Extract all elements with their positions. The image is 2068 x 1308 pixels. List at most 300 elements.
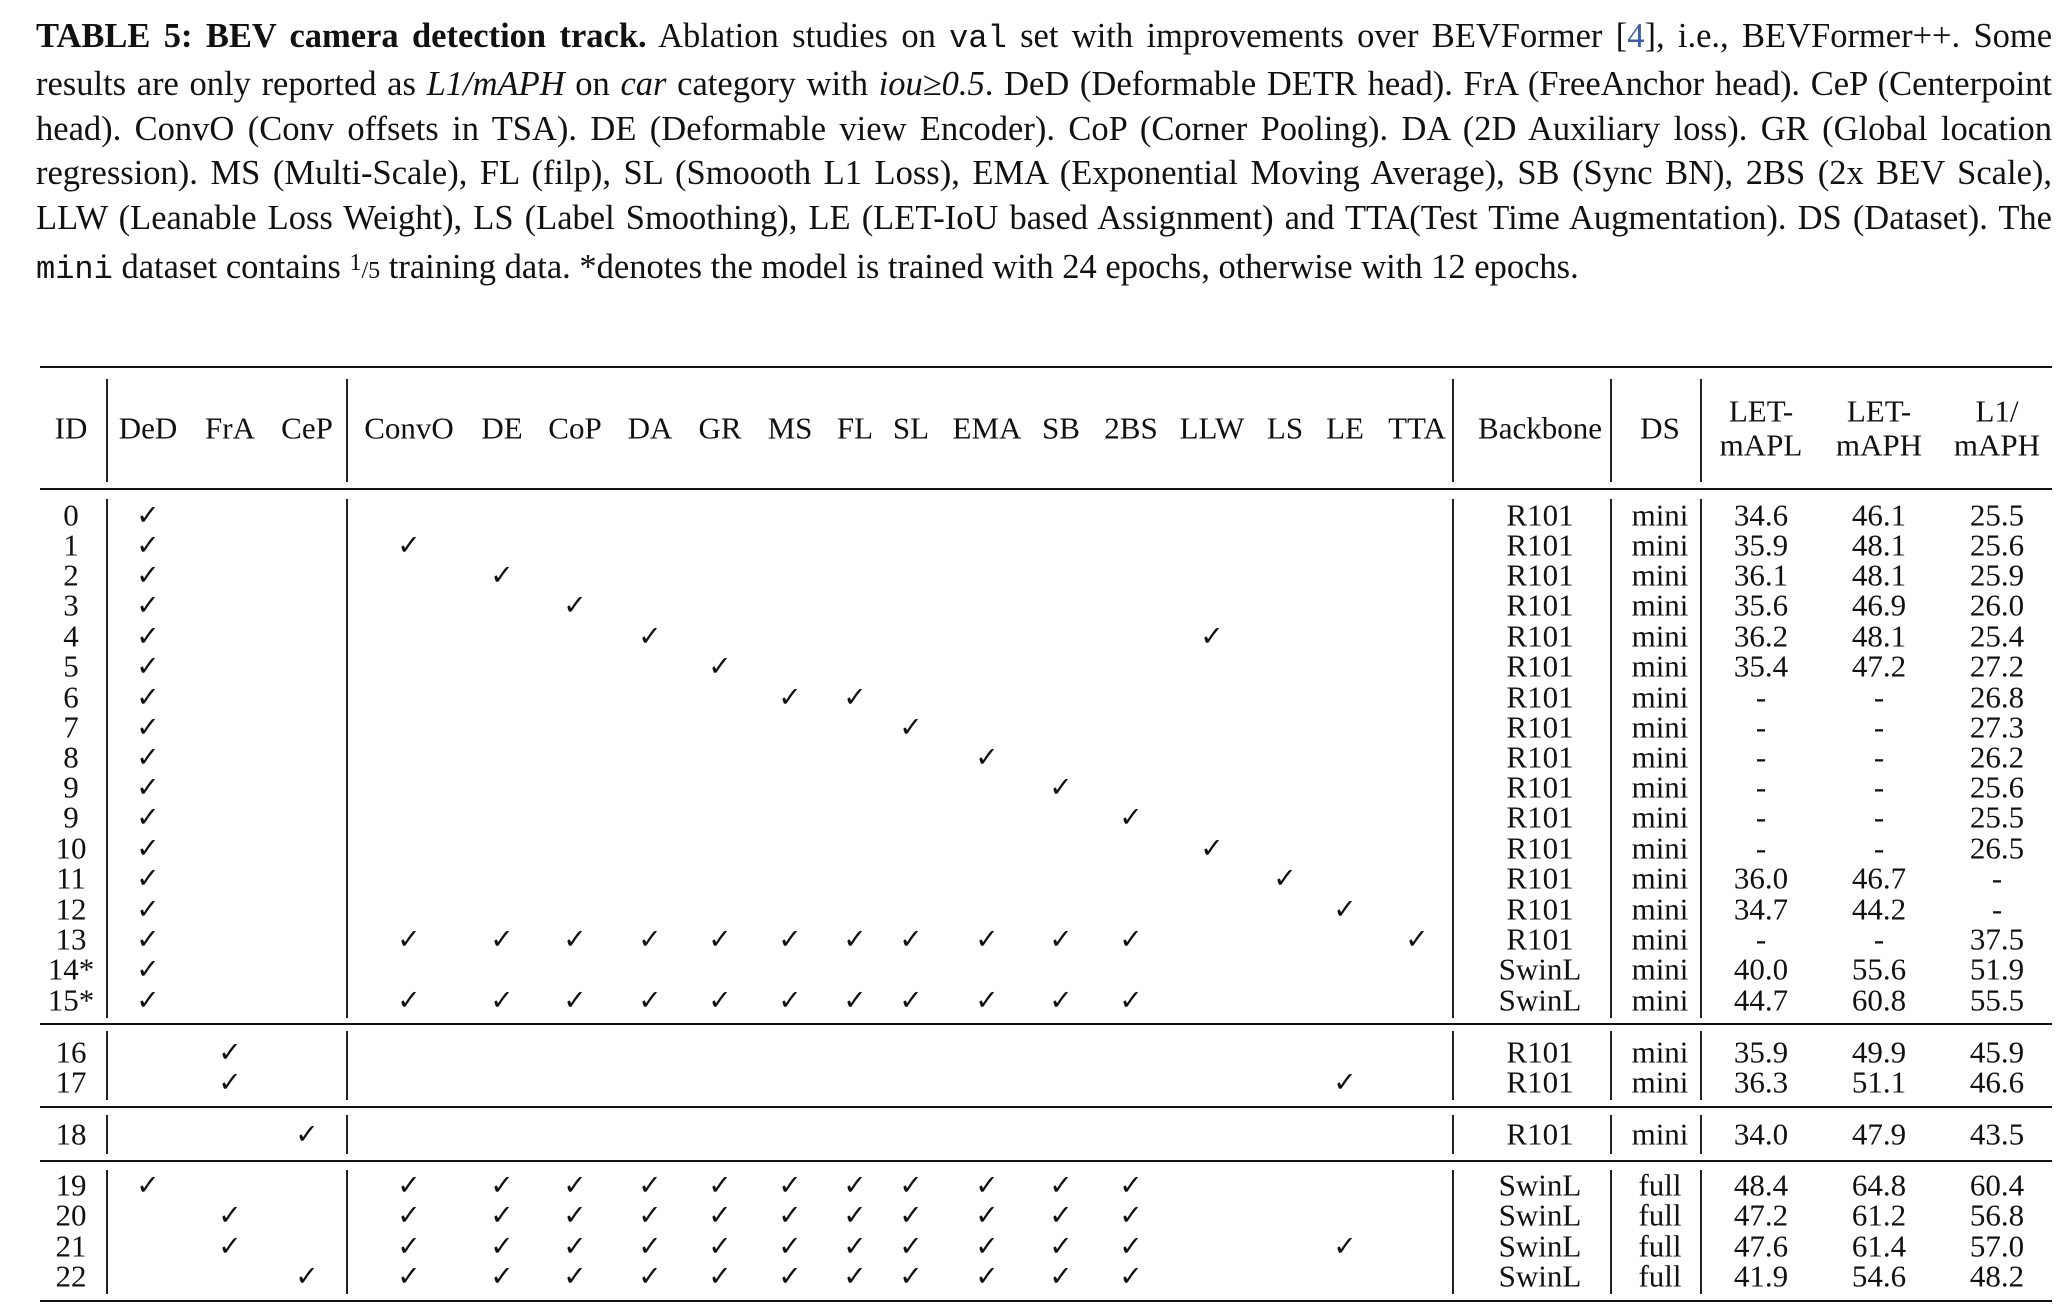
checkmark-icon: ✓ xyxy=(1049,983,1073,1017)
dataset-cell: mini xyxy=(1631,648,1689,684)
checkmark-icon: ✓ xyxy=(1049,1229,1073,1263)
checkmark-icon: ✓ xyxy=(397,528,421,562)
caption-text: . DeD (Deformable DETR head). FrA (FreeAnchor head). CeP (Centerpoint head). ConvO (Conv offsets in TSA). DE (Deformable view Encoder). CoP (Corner Pooling). DA (2D Auxiliary loss). GR (Global location regression). MS (Multi-Scale), FL (filp), SL (Smoooth L1 Loss), EMA (Exponential Moving Average), SB (Sync BN), 2BS (2x BEV Scale), LLW (Leanable Loss Weight), LS (Label Smoothing), LE (LET-IoU based Assignment) and TTA(Test Time Augmentation). DS (Dataset). The xyxy=(36,64,2053,238)
column-divider xyxy=(1452,379,1454,482)
let-mapl-cell: 44.7 xyxy=(1733,982,1789,1018)
checkmark-icon: ✓ xyxy=(638,1259,662,1293)
checkmark-icon: ✓ xyxy=(397,983,421,1017)
let-maph-cell: - xyxy=(1873,921,1885,957)
let-maph-cell: 64.8 xyxy=(1851,1167,1907,1203)
column-divider xyxy=(346,1170,348,1294)
column-header-ds: DS xyxy=(1640,410,1680,446)
let-maph-cell: - xyxy=(1873,709,1885,745)
l1-maph-cell: 60.4 xyxy=(1969,1167,2025,1203)
checkmark-icon: ✓ xyxy=(638,983,662,1017)
checkmark-icon: ✓ xyxy=(778,1168,802,1202)
let-maph-cell: - xyxy=(1873,769,1885,805)
checkmark-icon: ✓ xyxy=(218,1198,242,1232)
checkmark-icon: ✓ xyxy=(136,588,160,622)
row-id: 4 xyxy=(63,618,79,654)
backbone-cell: R101 xyxy=(1506,830,1574,866)
column-header-id: ID xyxy=(54,410,88,446)
column-divider xyxy=(106,499,108,1018)
column-divider xyxy=(1452,1115,1454,1154)
caption-text: set with improvements over BEVFormer [ xyxy=(1020,17,1628,55)
backbone-cell: R101 xyxy=(1506,1034,1574,1070)
checkmark-icon: ✓ xyxy=(136,619,160,653)
column-header-ls: LS xyxy=(1266,410,1304,446)
caption-code-val: val xyxy=(949,20,1007,57)
checkmark-icon: ✓ xyxy=(136,710,160,744)
l1-maph-cell: 26.2 xyxy=(1969,739,2025,775)
checkmark-icon: ✓ xyxy=(136,952,160,986)
checkmark-icon: ✓ xyxy=(490,1259,514,1293)
row-id: 15* xyxy=(47,982,95,1018)
dataset-cell: mini xyxy=(1631,1116,1689,1152)
row-id: 14* xyxy=(47,951,95,987)
row-id: 21 xyxy=(55,1228,87,1264)
backbone-cell: SwinL xyxy=(1498,982,1582,1018)
let-mapl-cell: 41.9 xyxy=(1733,1258,1789,1294)
l1-maph-cell: 25.9 xyxy=(1969,557,2025,593)
dataset-cell: mini xyxy=(1631,1034,1689,1070)
l1-maph-cell: 26.0 xyxy=(1969,587,2025,623)
l1-maph-cell: 27.3 xyxy=(1969,709,2025,745)
row-id: 0 xyxy=(63,497,79,533)
dataset-cell: mini xyxy=(1631,557,1689,593)
caption-metric: L1/mAPH xyxy=(426,64,565,103)
checkmark-icon: ✓ xyxy=(1333,892,1357,926)
let-mapl-cell: 47.2 xyxy=(1733,1197,1789,1233)
l1-maph-cell: - xyxy=(1991,891,2003,927)
let-maph-cell: - xyxy=(1873,739,1885,775)
checkmark-icon: ✓ xyxy=(136,983,160,1017)
l1-maph-cell: 37.5 xyxy=(1969,921,2025,957)
backbone-cell: R101 xyxy=(1506,709,1574,745)
checkmark-icon: ✓ xyxy=(490,1229,514,1263)
checkmark-icon: ✓ xyxy=(490,922,514,956)
checkmark-icon: ✓ xyxy=(1333,1065,1357,1099)
caption-text: on xyxy=(575,64,610,103)
column-header-tta: TTA xyxy=(1388,410,1446,446)
l1-maph-cell: 25.4 xyxy=(1969,618,2025,654)
let-maph-cell: 51.1 xyxy=(1851,1064,1907,1100)
checkmark-icon: ✓ xyxy=(1333,1229,1357,1263)
checkmark-icon: ✓ xyxy=(563,1259,587,1293)
column-divider xyxy=(1700,1115,1702,1154)
checkmark-icon: ✓ xyxy=(295,1259,319,1293)
backbone-cell: R101 xyxy=(1506,648,1574,684)
fraction-denominator: 5 xyxy=(368,257,381,284)
table-rule xyxy=(40,1300,2052,1302)
l1-maph-cell: 26.5 xyxy=(1969,830,2025,866)
column-divider xyxy=(1700,379,1702,482)
l1-maph-cell: - xyxy=(1991,860,2003,896)
caption-iou: iou≥0.5 xyxy=(878,64,985,103)
column-header-convo: ConvO xyxy=(364,410,454,446)
let-maph-cell: 46.9 xyxy=(1851,587,1907,623)
backbone-cell: R101 xyxy=(1506,769,1574,805)
caption-title: BEV camera detection track. xyxy=(205,17,647,55)
checkmark-icon: ✓ xyxy=(638,619,662,653)
dataset-cell: mini xyxy=(1631,891,1689,927)
row-id: 16 xyxy=(55,1034,87,1070)
checkmark-icon: ✓ xyxy=(843,1168,867,1202)
checkmark-icon: ✓ xyxy=(295,1117,319,1151)
column-header-backbone: Backbone xyxy=(1478,410,1602,446)
backbone-cell: R101 xyxy=(1506,860,1574,896)
backbone-cell: R101 xyxy=(1506,1116,1574,1152)
column-divider xyxy=(346,1115,348,1154)
caption-category: car xyxy=(620,64,667,103)
backbone-cell: R101 xyxy=(1506,527,1574,563)
checkmark-icon: ✓ xyxy=(638,1198,662,1232)
let-maph-cell: 48.1 xyxy=(1851,527,1907,563)
checkmark-icon: ✓ xyxy=(1405,922,1429,956)
row-id: 1 xyxy=(63,527,79,563)
checkmark-icon: ✓ xyxy=(638,1168,662,1202)
checkmark-icon: ✓ xyxy=(899,710,923,744)
column-divider xyxy=(1700,1170,1702,1294)
checkmark-icon: ✓ xyxy=(778,1229,802,1263)
row-id: 6 xyxy=(63,679,79,715)
checkmark-icon: ✓ xyxy=(1200,831,1224,865)
dataset-cell: full xyxy=(1638,1258,1682,1294)
dataset-cell: mini xyxy=(1631,860,1689,896)
checkmark-icon: ✓ xyxy=(975,1229,999,1263)
table-rule xyxy=(40,1023,2052,1025)
let-mapl-cell: 36.0 xyxy=(1733,860,1789,896)
column-divider xyxy=(1700,499,1702,1018)
row-id: 17 xyxy=(55,1064,87,1100)
let-maph-cell: 47.9 xyxy=(1851,1116,1907,1152)
row-id: 11 xyxy=(56,860,86,896)
let-maph-cell: 49.9 xyxy=(1851,1034,1907,1070)
l1-maph-cell: 45.9 xyxy=(1969,1034,2025,1070)
let-maph-cell: 48.1 xyxy=(1851,618,1907,654)
column-header-ded: DeD xyxy=(118,410,178,446)
column-divider xyxy=(1610,499,1612,1018)
checkmark-icon: ✓ xyxy=(1200,619,1224,653)
column-header-fl: FL xyxy=(836,410,874,446)
checkmark-icon: ✓ xyxy=(136,831,160,865)
caption-code-mini: mini xyxy=(36,250,113,288)
l1-maph-cell: 51.9 xyxy=(1969,951,2025,987)
column-divider xyxy=(106,1031,108,1100)
dataset-cell: mini xyxy=(1631,497,1689,533)
checkmark-icon: ✓ xyxy=(563,1229,587,1263)
checkmark-icon: ✓ xyxy=(397,1198,421,1232)
dataset-cell: mini xyxy=(1631,982,1689,1018)
let-mapl-cell: - xyxy=(1755,799,1767,835)
checkmark-icon: ✓ xyxy=(899,1259,923,1293)
row-id: 18 xyxy=(55,1116,87,1152)
checkmark-icon: ✓ xyxy=(1049,922,1073,956)
let-mapl-cell: 35.6 xyxy=(1733,587,1789,623)
checkmark-icon: ✓ xyxy=(778,680,802,714)
checkmark-icon: ✓ xyxy=(136,740,160,774)
column-divider xyxy=(1610,1031,1612,1100)
checkmark-icon: ✓ xyxy=(490,1168,514,1202)
dataset-cell: mini xyxy=(1631,921,1689,957)
checkmark-icon: ✓ xyxy=(778,983,802,1017)
let-maph-cell: - xyxy=(1873,799,1885,835)
checkmark-icon: ✓ xyxy=(899,1168,923,1202)
dataset-cell: full xyxy=(1638,1167,1682,1203)
checkmark-icon: ✓ xyxy=(708,1198,732,1232)
checkmark-icon: ✓ xyxy=(1049,1168,1073,1202)
checkmark-icon: ✓ xyxy=(136,528,160,562)
l1-maph-cell: 27.2 xyxy=(1969,648,2025,684)
checkmark-icon: ✓ xyxy=(136,558,160,592)
backbone-cell: R101 xyxy=(1506,618,1574,654)
checkmark-icon: ✓ xyxy=(136,1168,160,1202)
fraction-numerator: 1 xyxy=(349,249,362,276)
checkmark-icon: ✓ xyxy=(843,1259,867,1293)
let-mapl-cell: - xyxy=(1755,679,1767,715)
column-header-ms: MS xyxy=(767,410,813,446)
backbone-cell: R101 xyxy=(1506,679,1574,715)
let-maph-cell: - xyxy=(1873,679,1885,715)
dataset-cell: mini xyxy=(1631,799,1689,835)
row-id: 22 xyxy=(55,1258,87,1294)
dataset-cell: mini xyxy=(1631,527,1689,563)
let-mapl-cell: 34.6 xyxy=(1733,497,1789,533)
l1-maph-cell: 25.6 xyxy=(1969,769,2025,805)
checkmark-icon: ✓ xyxy=(708,1168,732,1202)
l1-maph-cell: 25.5 xyxy=(1969,799,2025,835)
column-divider xyxy=(1452,499,1454,1018)
column-header-llw: LLW xyxy=(1179,410,1245,446)
column-divider xyxy=(1610,379,1612,482)
checkmark-icon: ✓ xyxy=(490,558,514,592)
column-header-sl: SL xyxy=(892,410,930,446)
citation-link[interactable]: 4 xyxy=(1627,17,1645,55)
checkmark-icon: ✓ xyxy=(136,800,160,834)
checkmark-icon: ✓ xyxy=(136,680,160,714)
checkmark-icon: ✓ xyxy=(218,1229,242,1263)
backbone-cell: R101 xyxy=(1506,739,1574,775)
dataset-cell: mini xyxy=(1631,679,1689,715)
checkmark-icon: ✓ xyxy=(899,1229,923,1263)
checkmark-icon: ✓ xyxy=(899,983,923,1017)
checkmark-icon: ✓ xyxy=(1119,983,1143,1017)
column-divider xyxy=(1452,1031,1454,1100)
let-maph-cell: 48.1 xyxy=(1851,557,1907,593)
column-header-m2-line2: mAPH xyxy=(1835,427,1923,463)
table-rule xyxy=(40,1106,2052,1108)
checkmark-icon: ✓ xyxy=(778,1259,802,1293)
backbone-cell: R101 xyxy=(1506,557,1574,593)
let-maph-cell: 55.6 xyxy=(1851,951,1907,987)
checkmark-icon: ✓ xyxy=(1049,770,1073,804)
let-maph-cell: 44.2 xyxy=(1851,891,1907,927)
checkmark-icon: ✓ xyxy=(975,740,999,774)
checkmark-icon: ✓ xyxy=(563,983,587,1017)
checkmark-icon: ✓ xyxy=(563,588,587,622)
backbone-cell: SwinL xyxy=(1498,951,1582,987)
checkmark-icon: ✓ xyxy=(843,1229,867,1263)
checkmark-icon: ✓ xyxy=(136,649,160,683)
checkmark-icon: ✓ xyxy=(708,1229,732,1263)
l1-maph-cell: 25.6 xyxy=(1969,527,2025,563)
column-divider xyxy=(106,1115,108,1154)
checkmark-icon: ✓ xyxy=(218,1035,242,1069)
checkmark-icon: ✓ xyxy=(708,1259,732,1293)
backbone-cell: R101 xyxy=(1506,921,1574,957)
dataset-cell: mini xyxy=(1631,739,1689,775)
l1-maph-cell: 55.5 xyxy=(1969,982,2025,1018)
let-maph-cell: 47.2 xyxy=(1851,648,1907,684)
checkmark-icon: ✓ xyxy=(708,983,732,1017)
row-id: 19 xyxy=(55,1167,87,1203)
let-mapl-cell: 34.0 xyxy=(1733,1116,1789,1152)
let-mapl-cell: 35.9 xyxy=(1733,527,1789,563)
row-id: 2 xyxy=(63,557,79,593)
checkmark-icon: ✓ xyxy=(136,861,160,895)
let-maph-cell: 54.6 xyxy=(1851,1258,1907,1294)
table-caption xyxy=(36,14,2052,294)
column-header-da: DA xyxy=(627,410,673,446)
checkmark-icon: ✓ xyxy=(843,922,867,956)
dataset-cell: mini xyxy=(1631,587,1689,623)
backbone-cell: SwinL xyxy=(1498,1197,1582,1233)
checkmark-icon: ✓ xyxy=(708,922,732,956)
row-id: 12 xyxy=(55,891,87,927)
let-mapl-cell: 35.4 xyxy=(1733,648,1789,684)
checkmark-icon: ✓ xyxy=(136,498,160,532)
table-rule xyxy=(40,1160,2052,1162)
let-maph-cell: - xyxy=(1873,830,1885,866)
column-header-m3-line1: L1/ xyxy=(1975,393,2019,429)
checkmark-icon: ✓ xyxy=(1119,922,1143,956)
column-header-fra: FrA xyxy=(205,410,255,446)
let-mapl-cell: 36.2 xyxy=(1733,618,1789,654)
let-mapl-cell: - xyxy=(1755,709,1767,745)
checkmark-icon: ✓ xyxy=(1119,1259,1143,1293)
column-header-m1-line1: LET- xyxy=(1728,393,1794,429)
checkmark-icon: ✓ xyxy=(638,922,662,956)
l1-maph-cell: 56.8 xyxy=(1969,1197,2025,1233)
column-header-m3-line2: mAPH xyxy=(1953,427,2041,463)
let-mapl-cell: - xyxy=(1755,769,1767,805)
let-mapl-cell: - xyxy=(1755,739,1767,775)
let-mapl-cell: 47.6 xyxy=(1733,1228,1789,1264)
row-id: 13 xyxy=(55,921,87,957)
let-maph-cell: 61.2 xyxy=(1851,1197,1907,1233)
caption-text: training data. *denotes the model is trained with 24 epochs, otherwise with 12 epochs. xyxy=(388,247,1579,286)
table-rule xyxy=(40,366,2052,368)
checkmark-icon: ✓ xyxy=(563,1168,587,1202)
backbone-cell: R101 xyxy=(1506,799,1574,835)
ablation-table xyxy=(40,366,2052,1301)
backbone-cell: SwinL xyxy=(1498,1258,1582,1294)
checkmark-icon: ✓ xyxy=(397,1168,421,1202)
let-mapl-cell: 36.3 xyxy=(1733,1064,1789,1100)
column-divider xyxy=(106,1170,108,1294)
backbone-cell: R101 xyxy=(1506,891,1574,927)
checkmark-icon: ✓ xyxy=(843,1198,867,1232)
checkmark-icon: ✓ xyxy=(778,1198,802,1232)
row-id: 10 xyxy=(55,830,87,866)
checkmark-icon: ✓ xyxy=(563,1198,587,1232)
row-id: 9 xyxy=(63,769,79,805)
checkmark-icon: ✓ xyxy=(708,649,732,683)
checkmark-icon: ✓ xyxy=(843,680,867,714)
column-header-ema: EMA xyxy=(952,410,1022,446)
checkmark-icon: ✓ xyxy=(136,892,160,926)
dataset-cell: full xyxy=(1638,1197,1682,1233)
column-header-de: DE xyxy=(481,410,523,446)
l1-maph-cell: 57.0 xyxy=(1969,1228,2025,1264)
row-id: 20 xyxy=(55,1197,87,1233)
l1-maph-cell: 25.5 xyxy=(1969,497,2025,533)
let-mapl-cell: 35.9 xyxy=(1733,1034,1789,1070)
column-header-m1-line2: mAPL xyxy=(1719,427,1803,463)
checkmark-icon: ✓ xyxy=(136,922,160,956)
checkmark-icon: ✓ xyxy=(1119,1168,1143,1202)
caption-text: dataset contains xyxy=(121,247,341,286)
checkmark-icon: ✓ xyxy=(490,1198,514,1232)
table-rule xyxy=(40,488,2052,490)
checkmark-icon: ✓ xyxy=(397,1229,421,1263)
checkmark-icon: ✓ xyxy=(975,1259,999,1293)
let-maph-cell: 60.8 xyxy=(1851,982,1907,1018)
checkmark-icon: ✓ xyxy=(218,1065,242,1099)
column-header-m2-line1: LET- xyxy=(1846,393,1912,429)
backbone-cell: SwinL xyxy=(1498,1228,1582,1264)
checkmark-icon: ✓ xyxy=(136,770,160,804)
backbone-cell: SwinL xyxy=(1498,1167,1582,1203)
caption-text: category with xyxy=(677,64,868,103)
dataset-cell: mini xyxy=(1631,1064,1689,1100)
dataset-cell: mini xyxy=(1631,830,1689,866)
dataset-cell: mini xyxy=(1631,769,1689,805)
column-header-le: LE xyxy=(1326,410,1364,446)
let-mapl-cell: 40.0 xyxy=(1733,951,1789,987)
checkmark-icon: ✓ xyxy=(975,922,999,956)
row-id: 7 xyxy=(63,709,79,745)
checkmark-icon: ✓ xyxy=(397,1259,421,1293)
checkmark-icon: ✓ xyxy=(778,922,802,956)
column-divider xyxy=(1610,1115,1612,1154)
row-id: 3 xyxy=(63,587,79,623)
column-header-cop: CoP xyxy=(548,410,602,446)
backbone-cell: R101 xyxy=(1506,587,1574,623)
caption-text: Ablation studies on xyxy=(658,17,936,55)
let-mapl-cell: - xyxy=(1755,830,1767,866)
checkmark-icon: ✓ xyxy=(1049,1259,1073,1293)
l1-maph-cell: 26.8 xyxy=(1969,679,2025,715)
column-divider xyxy=(106,379,108,482)
let-maph-cell: 46.1 xyxy=(1851,497,1907,533)
caption-text: ], i.e., BEVFormer++. Some results are only reported as xyxy=(36,17,2053,103)
let-mapl-cell: 48.4 xyxy=(1733,1167,1789,1203)
column-header-sb: SB xyxy=(1042,410,1080,446)
row-id: 5 xyxy=(63,648,79,684)
column-header-2bs: 2BS xyxy=(1104,410,1158,446)
checkmark-icon: ✓ xyxy=(843,983,867,1017)
column-divider xyxy=(1452,1170,1454,1294)
dataset-cell: mini xyxy=(1631,709,1689,745)
fraction-slash: / xyxy=(361,257,369,284)
checkmark-icon: ✓ xyxy=(899,922,923,956)
checkmark-icon: ✓ xyxy=(1119,1229,1143,1263)
dataset-cell: mini xyxy=(1631,951,1689,987)
column-divider xyxy=(346,379,348,482)
checkmark-icon: ✓ xyxy=(490,983,514,1017)
checkmark-icon: ✓ xyxy=(1119,800,1143,834)
